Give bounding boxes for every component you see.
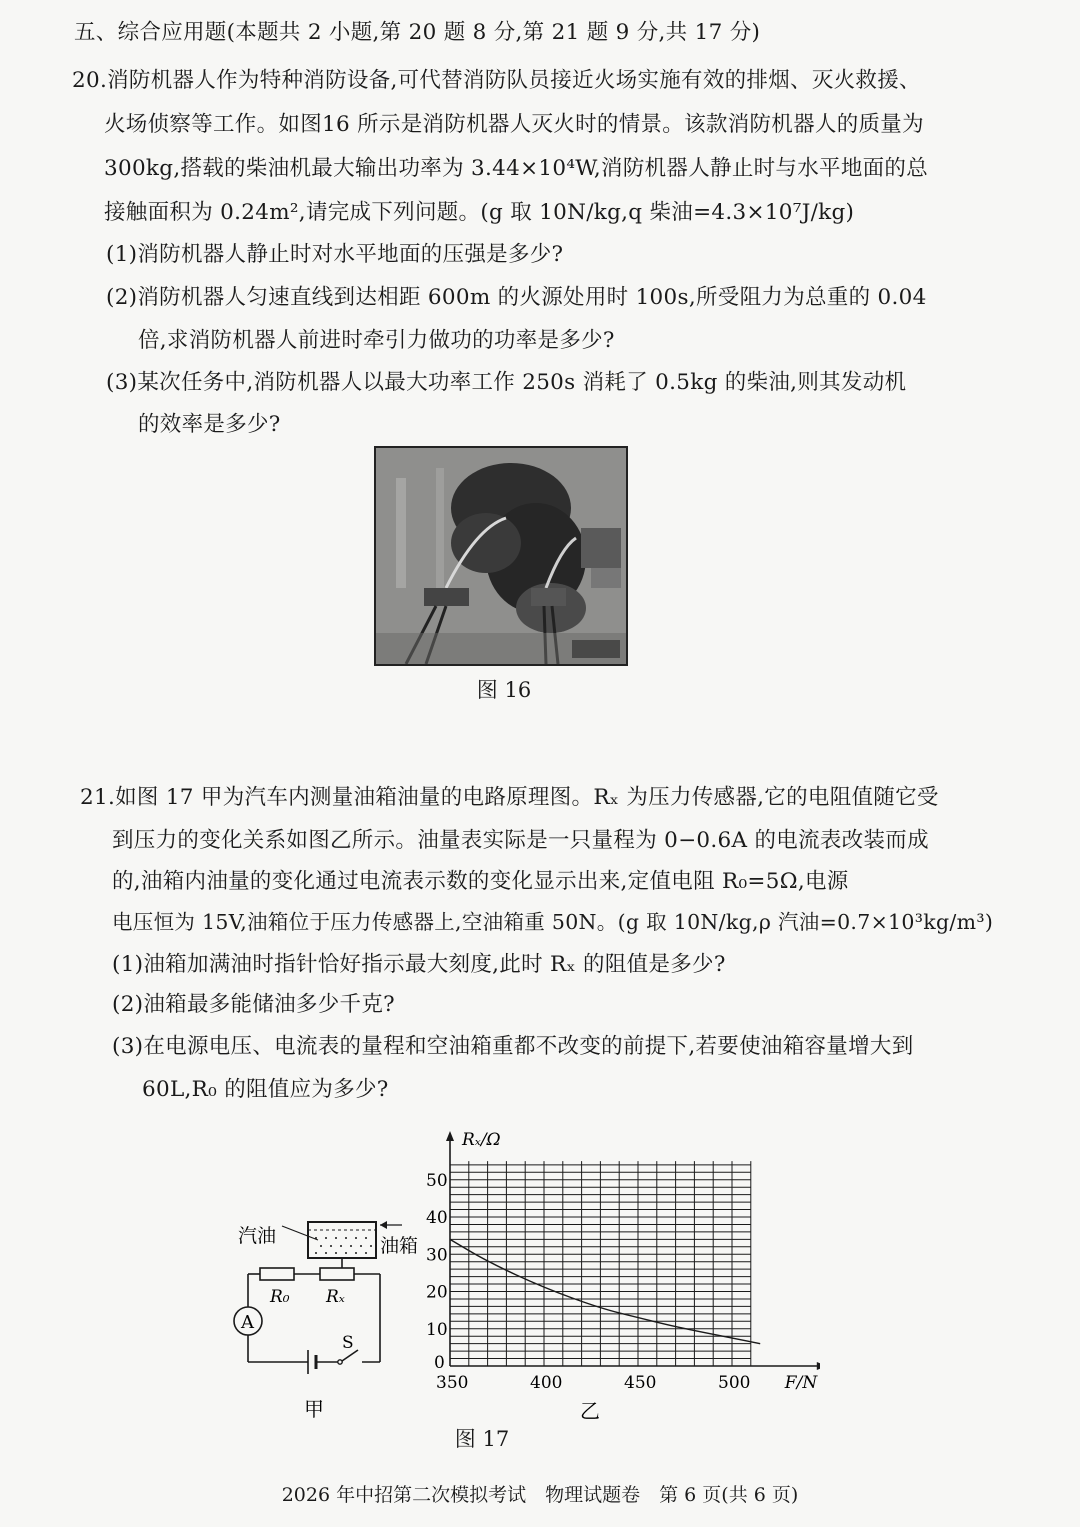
figure-16-caption: 图 16 bbox=[476, 678, 532, 702]
x-tick-label: 450 bbox=[624, 1373, 657, 1393]
oil-label: 汽油 bbox=[238, 1225, 277, 1247]
ammeter-label: A bbox=[241, 1312, 254, 1333]
x-axis-arrow bbox=[817, 1362, 820, 1370]
y-tick-label: 40 bbox=[426, 1208, 448, 1228]
resistance-force-chart bbox=[420, 1125, 820, 1425]
x-tick-label: 350 bbox=[436, 1373, 469, 1393]
switch-label: S bbox=[342, 1333, 354, 1353]
fire-robot-photo bbox=[374, 446, 628, 666]
circuit-diagram bbox=[230, 1200, 430, 1430]
q20-sub-1: (1)消防机器人静止时对水平地面的压强是多少? bbox=[106, 242, 564, 267]
y-tick-label: 50 bbox=[426, 1170, 448, 1191]
x-tick-label: 400 bbox=[530, 1373, 563, 1393]
y-tick-label: 0 bbox=[434, 1353, 445, 1373]
q20-sub-3: (3)某次任务中,消防机器人以最大功率工作 250s 消耗了 0.5kg 的柴油,则其发动机 bbox=[106, 370, 907, 395]
page-footer: 2026 年中招第二次模拟考试 物理试题卷 第 6 页(共 6 页) bbox=[281, 1484, 799, 1506]
figure-17-caption: 图 17 bbox=[454, 1427, 510, 1451]
q20-sub-3-cont: 的效率是多少? bbox=[138, 412, 281, 437]
q21-line-2: 到压力的变化关系如图乙所示。油量表实际是一只量程为 0−0.6A 的电流表改装而成 bbox=[112, 828, 929, 853]
y-tick-label: 30 bbox=[426, 1245, 448, 1266]
q21-sub-1: (1)油箱加满油时指针恰好指示最大刻度,此时 Rₓ 的阻值是多少? bbox=[112, 952, 726, 977]
q20-line-4: 接触面积为 0.24m²,请完成下列问题。(g 取 10N/kg,q 柴油=4.3×10⁷J/kg) bbox=[104, 200, 855, 225]
rx-label: Rₓ bbox=[326, 1287, 345, 1307]
q20-line-1: 20.消防机器人作为特种消防设备,可代替消防队员接近火场实施有效的排烟、灭火救援、 bbox=[72, 68, 921, 93]
x-axis-label: F/N bbox=[784, 1373, 818, 1393]
y-tick-label: 20 bbox=[426, 1282, 448, 1303]
q21-sub-2: (2)油箱最多能储油多少千克? bbox=[112, 992, 395, 1017]
q21-line-3: 的,油箱内油量的变化通过电流表示数的变化显示出来,定值电阻 R₀=5Ω,电源 bbox=[112, 869, 849, 894]
rx-resistor bbox=[320, 1268, 354, 1280]
q20-sub-2-cont: 倍,求消防机器人前进时牵引力做功的功率是多少? bbox=[138, 328, 615, 353]
x-tick-label: 500 bbox=[718, 1373, 751, 1393]
q20-line-2: 火场侦察等工作。如图16 所示是消防机器人灭火时的情景。该款消防机器人的质量为 bbox=[104, 112, 924, 137]
q21-line-4: 电压恒为 15V,油箱位于压力传感器上,空油箱重 50N。(g 取 10N/kg,ρ 汽油=0.7×10³kg/m³) bbox=[112, 910, 994, 934]
chart-caption: 乙 bbox=[580, 1399, 600, 1423]
q21-sub-3-cont: 60L,R₀ 的阻值应为多少? bbox=[142, 1077, 389, 1102]
q21-sub-3: (3)在电源电压、电流表的量程和空油箱重都不改变的前提下,若要使油箱容量增大到 bbox=[112, 1034, 914, 1059]
circuit-caption: 甲 bbox=[304, 1397, 324, 1421]
y-axis-label: Rₓ/Ω bbox=[462, 1130, 501, 1150]
y-tick-label: 10 bbox=[426, 1319, 448, 1340]
y-axis-arrow bbox=[446, 1131, 454, 1141]
tank-label: 油箱 bbox=[380, 1235, 419, 1257]
q20-sub-2: (2)消防机器人匀速直线到达相距 600m 的火源处用时 100s,所受阻力为总重的 0.04 bbox=[106, 285, 927, 310]
q20-line-3: 300kg,搭载的柴油机最大输出功率为 3.44×10⁴W,消防机器人静止时与水平地面的总 bbox=[104, 156, 929, 181]
r0-resistor bbox=[260, 1268, 294, 1280]
r0-label: R₀ bbox=[270, 1287, 290, 1307]
q21-line-1: 21.如图 17 甲为汽车内测量油箱油量的电路原理图。Rₓ 为压力传感器,它的电阻值随它受 bbox=[80, 785, 939, 810]
section-title: 五、综合应用题(本题共 2 小题,第 20 题 8 分,第 21 题 9 分,共 17 分) bbox=[74, 20, 761, 45]
